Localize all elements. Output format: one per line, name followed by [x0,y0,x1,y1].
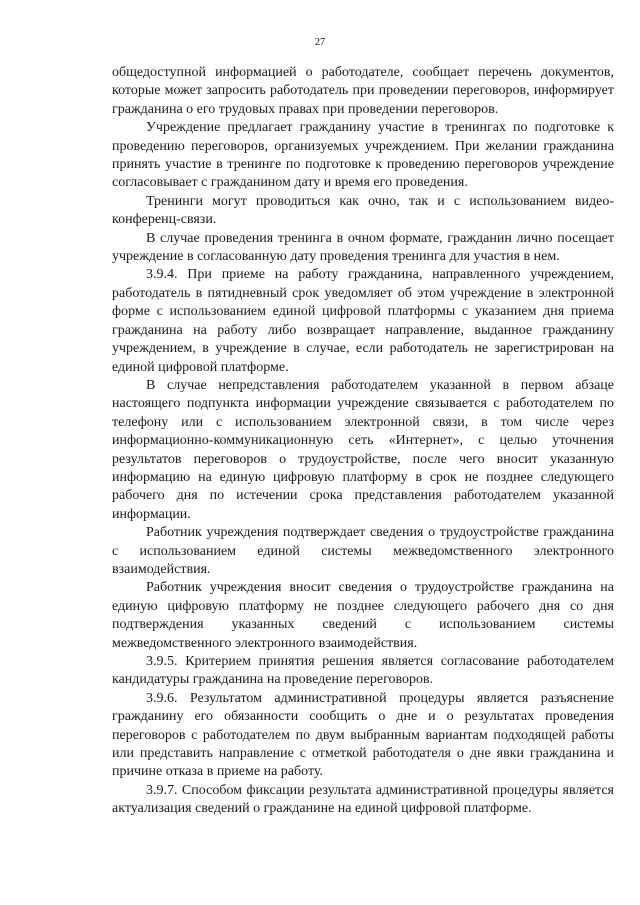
paragraph: общедоступной информацией о работодателе, сообщает перечень документов, которые может запросить работодатель при проведении переговоров, информирует гражданина о его трудовых правах при проведении переговоров. [112,65,614,117]
paragraph: Учреждение предлагает гражданину участие в тренингах по подготовке к проведению переговоров, организуемых учреждением. При желании гражданина принять участие в тренинге по подготовке к проведению переговоров учреждение согласовывает с гражданином дату и время его проведения. [112,120,614,191]
paragraph: Работник учреждения подтверждает сведения о трудоустройстве гражданина с использованием единой системы межведомственного электронного взаимодействия. [112,525,614,577]
paragraph: Работник учреждения вносит сведения о трудоустройстве гражданина на единую цифровую платформу не позднее следующего рабочего дня со дня подтверждения указанных сведений с использованием системы межведомственного электронного взаимодействия. [112,580,614,651]
paragraph: Тренинги могут проводиться как очно, так и с использованием видео-конференц-связи. [112,193,614,228]
paragraph: В случае непредставления работодателем указанной в первом абзаце настоящего подпункта информации учреждение связывается с работодателем по телефону или с использованием электронной связи, в том числе через информационно-коммуникационную сеть «Интернет», с целью уточнения результатов переговоров о трудоустройстве, после чего вносит указанную информацию на единую цифровую платформу в срок не позднее следующего рабочего дня по истечении срока представления работодателем указанной информации. [112,377,614,522]
page-number: 27 [314,37,326,48]
paragraph: 3.9.6. Результатом административной процедуры является разъяснение гражданину его обязанности сообщить о дне и о результатах проведения переговоров с работодателем по двум выбранным вариантам подходящей работы или представить направление с отметкой работодателя о дне явки гражданина и причине отказа в приеме на работу. [112,690,614,780]
paragraph: 3.9.5. Критерием принятия решения является согласование работодателем кандидатуры гражданина на проведение переговоров. [112,654,614,688]
document-body [112,64,614,819]
paragraph: В случае проведения тренинга в очном формате, гражданин лично посещает учреждение в согласованную дату проведения тренинга для участия в нем. [112,230,614,265]
paragraph: 3.9.7. Способом фиксации результата административной процедуры является актуализация сведений о гражданине на единой цифровой платформе. [112,782,614,817]
paragraph: 3.9.4. При приеме на работу гражданина, направленного учреждением, работодатель в пятидневный срок уведомляет об этом учреждение в электронной форме с использованием единой цифровой платформы с указанием дня приема гражданина на работу либо возвращает направление, выданное гражданину учреждением, в учреждение в случае, если работодатель не зарегистрирован на единой цифровой платформе. [112,267,614,375]
